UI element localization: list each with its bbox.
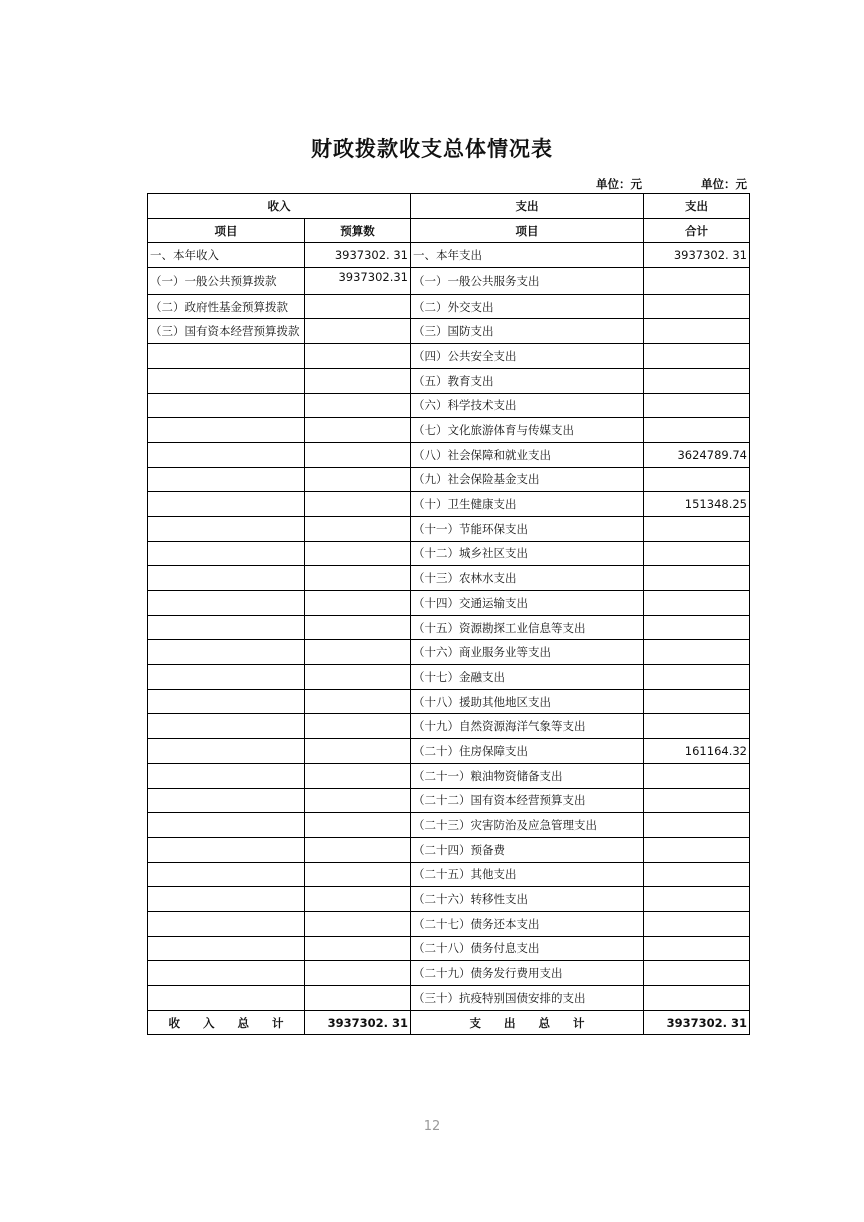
unit-label: 单位：元: [701, 177, 747, 191]
expense-amount-cell: 3624789.74: [644, 442, 750, 467]
income-amount-cell: [305, 961, 411, 986]
income-item-cell: [148, 763, 305, 788]
table-row: [148, 418, 750, 443]
expense-amount-cell: [644, 936, 750, 961]
header-expense: 支出: [411, 194, 644, 219]
table-row: [148, 689, 750, 714]
income-item-cell: （一）一般公共预算拨款: [148, 268, 305, 295]
expense-item-cell: （十一）节能环保支出: [411, 516, 644, 541]
income-amount-cell: [305, 344, 411, 369]
expense-amount-cell: 161164.32: [644, 739, 750, 764]
income-item-cell: [148, 986, 305, 1011]
expense-item-cell: （二十一）粮油物资储备支出: [411, 763, 644, 788]
expense-amount-cell: [644, 294, 750, 319]
income-amount-cell: [305, 862, 411, 887]
income-amount-cell: [305, 393, 411, 418]
expense-amount-cell: 3937302. 31: [644, 243, 750, 268]
table-row: [148, 837, 750, 862]
income-amount-cell: [305, 516, 411, 541]
table-row: [148, 243, 750, 268]
income-amount-cell: [305, 788, 411, 813]
expense-amount-cell: [644, 516, 750, 541]
expense-item-cell: 一、本年支出: [411, 243, 644, 268]
income-amount-cell: 3937302.31: [305, 268, 411, 295]
income-item-cell: [148, 813, 305, 838]
income-amount-cell: [305, 615, 411, 640]
income-item-cell: [148, 640, 305, 665]
expense-amount-cell: [644, 467, 750, 492]
table-row: [148, 911, 750, 936]
income-amount-cell: [305, 442, 411, 467]
expense-amount-cell: [644, 268, 750, 295]
income-item-cell: [148, 442, 305, 467]
table-row: [148, 961, 750, 986]
header-total: 合计: [644, 218, 750, 243]
expense-amount-cell: [644, 418, 750, 443]
expense-item-cell: （十九）自然资源海洋气象等支出: [411, 714, 644, 739]
table-row: [148, 887, 750, 912]
income-amount-cell: [305, 591, 411, 616]
income-item-cell: [148, 689, 305, 714]
income-amount-cell: [305, 911, 411, 936]
table-row: [148, 541, 750, 566]
page-title: 财政拨款收支总体情况表: [311, 137, 553, 161]
income-amount-cell: [305, 887, 411, 912]
income-item-cell: [148, 393, 305, 418]
expense-amount-cell: [644, 566, 750, 591]
income-item-cell: [148, 615, 305, 640]
expense-amount-cell: [644, 986, 750, 1011]
page-number: 12: [423, 1119, 441, 1134]
table-row: [148, 862, 750, 887]
expense-amount-cell: 151348.25: [644, 492, 750, 517]
income-item-cell: [148, 418, 305, 443]
expense-item-cell: （二十三）灾害防治及应急管理支出: [411, 813, 644, 838]
expense-amount-cell: [644, 344, 750, 369]
expense-amount-cell: [644, 837, 750, 862]
table-row: [148, 788, 750, 813]
income-amount-cell: [305, 714, 411, 739]
expense-item-cell: （十六）商业服务业等支出: [411, 640, 644, 665]
table-row: [148, 268, 750, 295]
expense-amount-cell: [644, 368, 750, 393]
expense-item-cell: （六）科学技术支出: [411, 393, 644, 418]
expense-item-cell: （十五）资源勘探工业信息等支出: [411, 615, 644, 640]
expense-item-cell: （九）社会保险基金支出: [411, 467, 644, 492]
expense-amount-cell: [644, 591, 750, 616]
expense-amount-cell: [644, 961, 750, 986]
expense-amount-cell: [644, 862, 750, 887]
income-item-cell: [148, 911, 305, 936]
header-budget: 预算数: [305, 218, 411, 243]
finance-table: [147, 193, 750, 1035]
expense-amount-cell: [644, 911, 750, 936]
expense-item-cell: （十三）农林水支出: [411, 566, 644, 591]
table-row: [148, 640, 750, 665]
subheader-row: [148, 218, 750, 243]
expense-item-cell: （二十四）预备费: [411, 837, 644, 862]
table-row: [148, 665, 750, 690]
income-item-cell: [148, 368, 305, 393]
expense-amount-cell: [644, 763, 750, 788]
table-row: [148, 986, 750, 1011]
expense-item-cell: （四）公共安全支出: [411, 344, 644, 369]
table-row: [148, 368, 750, 393]
income-item-cell: [148, 739, 305, 764]
expense-amount-cell: [644, 813, 750, 838]
table-body: [148, 194, 750, 1035]
table-row: [148, 714, 750, 739]
expense-item-cell: （八）社会保障和就业支出: [411, 442, 644, 467]
income-item-cell: [148, 344, 305, 369]
expense-item-cell: （二十）住房保障支出: [411, 739, 644, 764]
income-amount-cell: [305, 986, 411, 1011]
table-row: [148, 615, 750, 640]
table-row: [148, 467, 750, 492]
expense-item-cell: （十二）城乡社区支出: [411, 541, 644, 566]
income-amount-cell: [305, 837, 411, 862]
income-item-cell: [148, 887, 305, 912]
header-expense-item: 项目: [411, 218, 644, 243]
expense-item-cell: （一）一般公共服务支出: [411, 268, 644, 295]
table-row: [148, 319, 750, 344]
income-item-cell: [148, 492, 305, 517]
income-item-cell: （二）政府性基金预算拨款: [148, 294, 305, 319]
expense-item-cell: （十八）援助其他地区支出: [411, 689, 644, 714]
expense-amount-cell: [644, 665, 750, 690]
expense-item-cell: （二十六）转移性支出: [411, 887, 644, 912]
income-amount-cell: [305, 640, 411, 665]
income-amount-cell: [305, 665, 411, 690]
expense-amount-cell: [644, 788, 750, 813]
income-item-cell: （三）国有资本经营预算拨款: [148, 319, 305, 344]
table-row: [148, 344, 750, 369]
income-item-cell: [148, 516, 305, 541]
table-row: [148, 813, 750, 838]
income-amount-cell: [305, 566, 411, 591]
expense-item-cell: （三）国防支出: [411, 319, 644, 344]
expense-item-cell: （二十五）其他支出: [411, 862, 644, 887]
expense-item-cell: （二十八）债务付息支出: [411, 936, 644, 961]
table-row: [148, 566, 750, 591]
income-amount-cell: [305, 763, 411, 788]
expense-item-cell: （十）卫生健康支出: [411, 492, 644, 517]
expense-total-amount: 3937302. 31: [644, 1010, 750, 1035]
expense-item-cell: （五）教育支出: [411, 368, 644, 393]
income-amount-cell: [305, 294, 411, 319]
income-amount-cell: [305, 813, 411, 838]
income-item-cell: [148, 591, 305, 616]
table-row: [148, 739, 750, 764]
expense-item-cell: （十四）交通运输支出: [411, 591, 644, 616]
totals-row: [148, 1010, 750, 1035]
income-amount-cell: [305, 467, 411, 492]
header-income: 收入: [148, 194, 411, 219]
income-item-cell: [148, 961, 305, 986]
table-row: [148, 492, 750, 517]
expense-amount-cell: [644, 541, 750, 566]
expense-item-cell: （二十九）债务发行费用支出: [411, 961, 644, 986]
income-item-cell: [148, 714, 305, 739]
income-amount-cell: [305, 739, 411, 764]
header-income-item: 项目: [148, 218, 305, 243]
expense-amount-cell: [644, 689, 750, 714]
table-row: [148, 936, 750, 961]
income-amount-cell: 3937302. 31: [305, 243, 411, 268]
income-amount-cell: [305, 319, 411, 344]
unit-label: 单位：元: [596, 177, 642, 191]
table-row: [148, 516, 750, 541]
income-item-cell: [148, 936, 305, 961]
income-item-cell: [148, 541, 305, 566]
income-total-label: 收 入 总 计: [148, 1010, 305, 1035]
expense-amount-cell: [644, 615, 750, 640]
income-amount-cell: [305, 492, 411, 517]
header-expense-total: 支出: [644, 194, 750, 219]
expense-amount-cell: [644, 714, 750, 739]
income-item-cell: [148, 837, 305, 862]
expense-item-cell: （十七）金融支出: [411, 665, 644, 690]
income-item-cell: [148, 862, 305, 887]
expense-item-cell: （七）文化旅游体育与传媒支出: [411, 418, 644, 443]
expense-amount-cell: [644, 319, 750, 344]
expense-amount-cell: [644, 393, 750, 418]
income-amount-cell: [305, 418, 411, 443]
expense-amount-cell: [644, 640, 750, 665]
income-item-cell: [148, 665, 305, 690]
income-item-cell: [148, 788, 305, 813]
income-item-cell: 一、本年收入: [148, 243, 305, 268]
expense-item-cell: （二）外交支出: [411, 294, 644, 319]
table-row: [148, 393, 750, 418]
header-row: [148, 194, 750, 219]
table-row: [148, 763, 750, 788]
income-amount-cell: [305, 368, 411, 393]
income-total-amount: 3937302. 31: [305, 1010, 411, 1035]
expense-item-cell: （三十）抗疫特别国债安排的支出: [411, 986, 644, 1011]
income-amount-cell: [305, 541, 411, 566]
expense-total-label: 支 出 总 计: [411, 1010, 644, 1035]
table-row: [148, 294, 750, 319]
expense-item-cell: （二十二）国有资本经营预算支出: [411, 788, 644, 813]
expense-item-cell: （二十七）债务还本支出: [411, 911, 644, 936]
income-amount-cell: [305, 689, 411, 714]
expense-amount-cell: [644, 887, 750, 912]
table-row: [148, 591, 750, 616]
income-item-cell: [148, 467, 305, 492]
income-amount-cell: [305, 936, 411, 961]
income-item-cell: [148, 566, 305, 591]
table-row: [148, 442, 750, 467]
